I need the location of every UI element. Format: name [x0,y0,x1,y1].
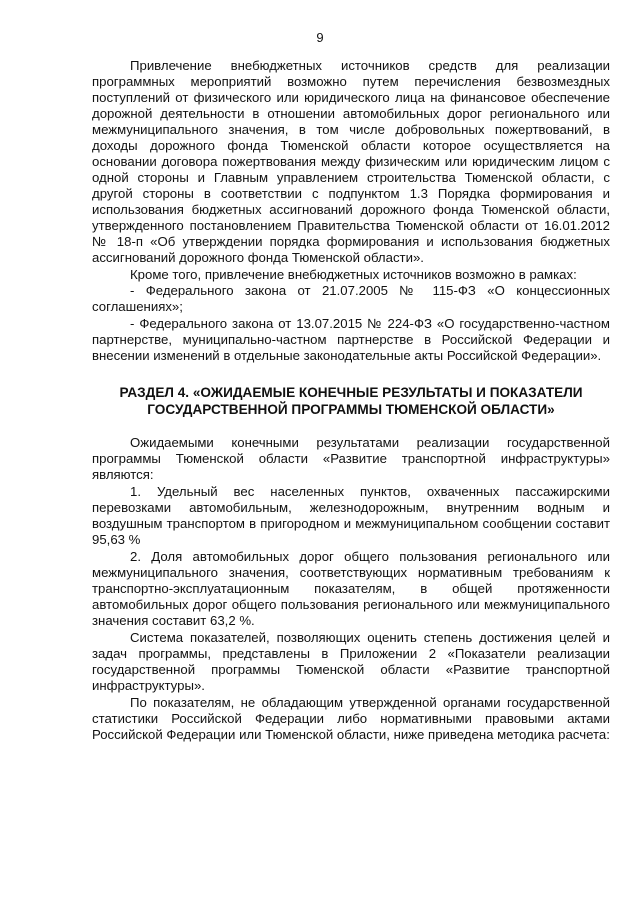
paragraph-law-224fz: - Федерального закона от 13.07.2015 № 224-ФЗ «О государственно-частном партнерстве, муниципально-частном партнерстве в Российской Федерации и внесении изменений в отдельные законодательные акты Российской Федерации». [92,316,610,363]
document-body [92,58,610,743]
paragraph-expected-results: Ожидаемыми конечными результатами реализации государственной программы Тюменской области «Развитие транспортной инфраструктуры» являются: [92,435,610,482]
paragraph-indicator-system: Система показателей, позволяющих оценить степень достижения целей и задач программы, представлены в Приложении 2 «Показатели реализации государственной программы Тюменской области «Развитие транспортной инфраструктуры». [92,630,610,693]
paragraph-law-115fz: - Федерального закона от 21.07.2005 № 115-ФЗ «О концессионных соглашениях»; [92,283,610,314]
paragraph-result-2: 2. Доля автомобильных дорог общего пользования регионального или межмуниципального значения, соответствующих нормативным требованиям к транспортно-эксплуатационным показателям, в общей протяженности автомобильных дорог общего пользования регионального или межмуниципального значения составит 63,2 %. [92,549,610,628]
paragraph-methodology: По показателям, не обладающим утвержденной органами государственной статистики Российской Федерации либо нормативными правовыми актами Российской Федерации или Тюменской области, ниже приведена методика расчета: [92,695,610,742]
section-heading: РАЗДЕЛ 4. «ОЖИДАЕМЫЕ КОНЕЧНЫЕ РЕЗУЛЬТАТЫ И ПОКАЗАТЕЛИ ГОСУДАРСТВЕННОЙ ПРОГРАММЫ ТЮМЕНСКОЙ ОБЛАСТИ» [119,385,583,417]
paragraph-extrabudgetary-sources: Привлечение внебюджетных источников средств для реализации программных мероприятий возможно путем перечисления безвозмездных поступлений от физического или юридического лица на финансовое обеспечение дорожной деятельности в отношении автомобильных дорог регионального или межмуниципального значения, в том числе добровольных пожертвований, в доходы дорожного фонда Тюменской области которое осуществляется на основании договора пожертвования между физическим или юридическим лицом с одной стороны и Главным управлением строительства Тюменской области, с другой стороны в соответствии с подпунктом 1.3 Порядка формирования и использования бюджетных ассигнований дорожного фонда Тюменской области, утвержденного постановлением Правительства Тюменской области от 16.01.2012 № 18-п «Об утверждении порядка формирования и использования бюджетных ассигнований дорожного фонда Тюменской области». [92,58,610,265]
paragraph-result-1: 1. Удельный вес населенных пунктов, охваченных пассажирскими перевозками автомобильным, железнодорожным, внутренним водным и воздушным транспортом в пригородном и межмуниципальном сообщении составит 95,63 % [92,484,610,547]
page-number: 9 [316,30,324,45]
paragraph-additionally: Кроме того, привлечение внебюджетных источников возможно в рамках: [130,267,577,282]
